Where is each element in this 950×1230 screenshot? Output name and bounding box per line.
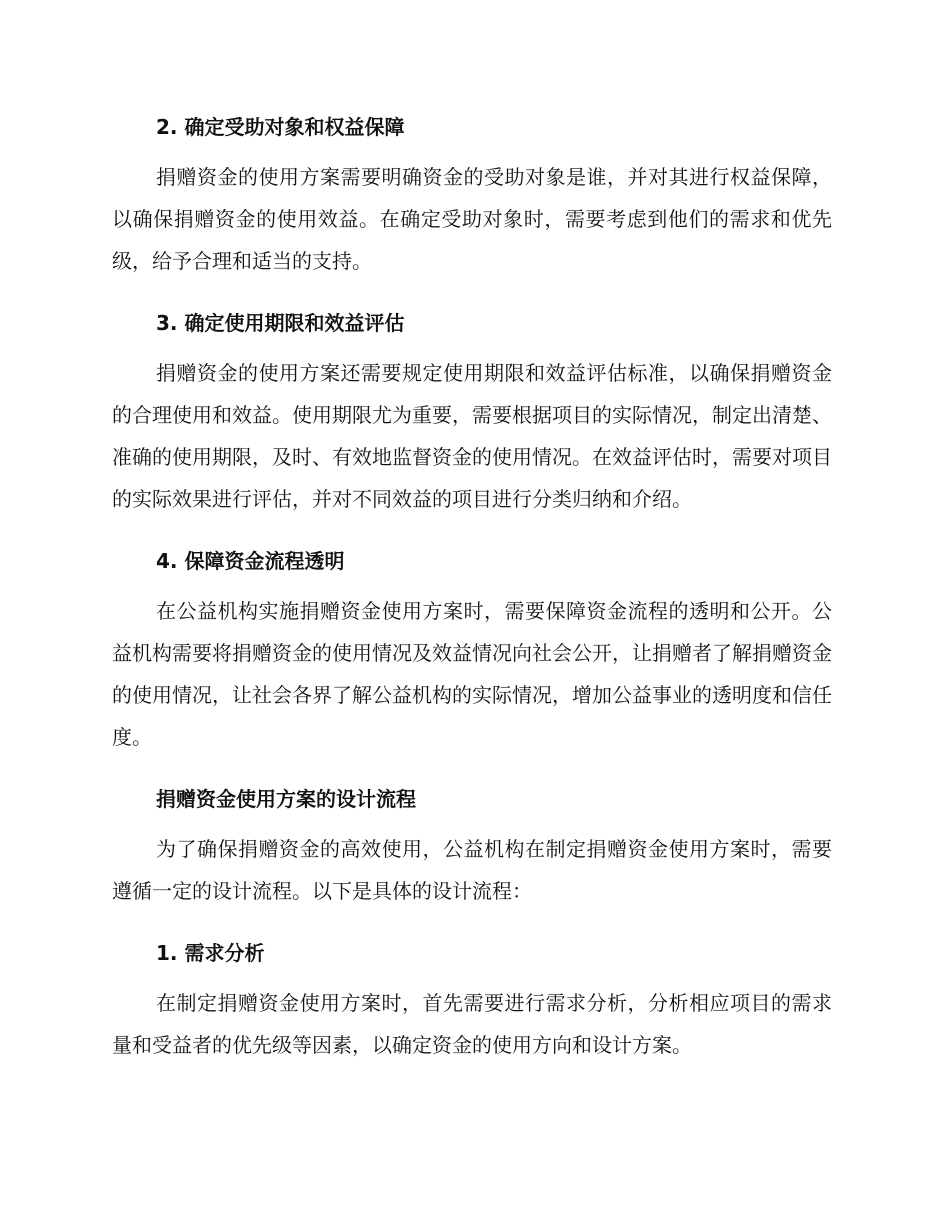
document-body [112, 112, 832, 1066]
section-paragraph: 捐赠资金的使用方案需要明确资金的受助对象是谁，并对其进行权益保障，以确保捐赠资金的使用效益。在确定受助对象时，需要考虑到他们的需求和优先级，给予合理和适当的支持。 [112, 165, 832, 273]
section-heading: 3. 确定使用期限和效益评估 [156, 311, 405, 335]
section-heading: 1. 需求分析 [156, 941, 265, 965]
section-heading: 4. 保障资金流程透明 [156, 549, 345, 573]
section-paragraph: 捐赠资金的使用方案还需要规定使用期限和效益评估标准，以确保捐赠资金的合理使用和效益。使用期限尤为重要，需要根据项目的实际情况，制定出清楚、准确的使用期限，及时、有效地监督资金的使用情况。在效益评估时，需要对项目的实际效果进行评估，并对不同效益的项目进行分类归纳和介绍。 [112, 361, 832, 511]
section-paragraph: 在公益机构实施捐赠资金使用方案时，需要保障资金流程的透明和公开。公益机构需要将捐赠资金的使用情况及效益情况向社会公开，让捐赠者了解捐赠资金的使用情况，让社会各界了解公益机构的实际情况，增加公益事业的透明度和信任度。 [112, 599, 832, 749]
section-paragraph: 为了确保捐赠资金的高效使用，公益机构在制定捐赠资金使用方案时，需要遵循一定的设计流程。以下是具体的设计流程： [112, 837, 832, 903]
section-heading: 2. 确定受助对象和权益保障 [156, 115, 405, 139]
section-heading: 捐赠资金使用方案的设计流程 [156, 787, 416, 811]
section-paragraph: 在制定捐赠资金使用方案时，首先需要进行需求分析，分析相应项目的需求量和受益者的优先级等因素，以确定资金的使用方向和设计方案。 [112, 991, 832, 1057]
